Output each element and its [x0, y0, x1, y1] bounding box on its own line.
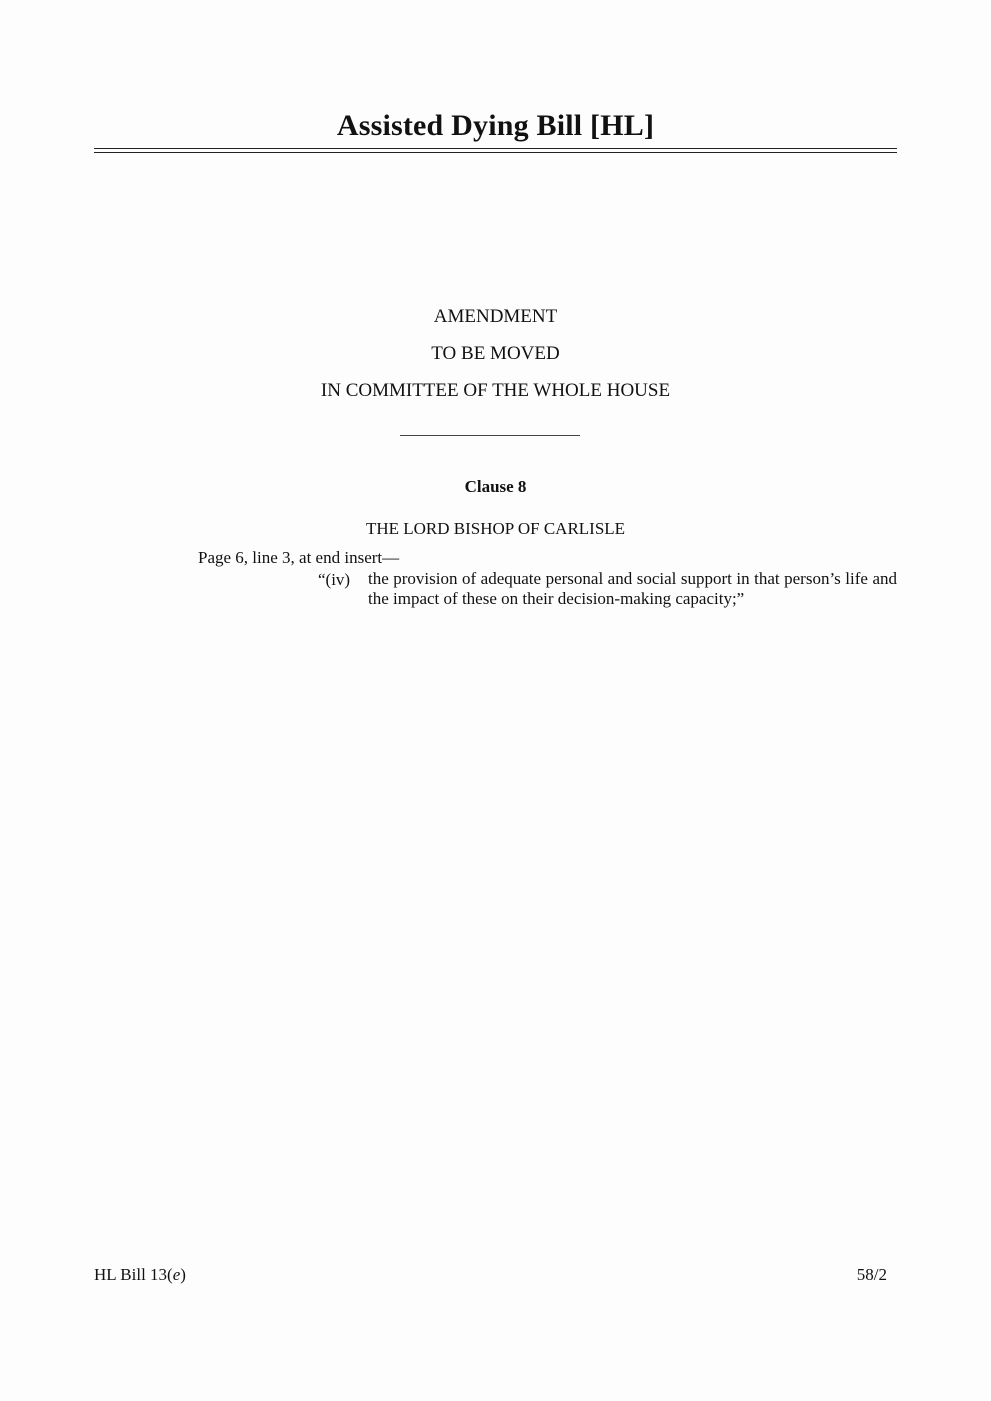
amendment-instruction: Page 6, line 3, at end insert—	[198, 548, 400, 567]
page-reference: 58/2	[856, 1265, 887, 1284]
title-rule-upper	[94, 148, 897, 149]
bill-reference-prefix: HL Bill 13(	[94, 1265, 173, 1284]
page-title: Assisted Dying Bill [HL]	[336, 109, 655, 142]
amendment-mover: THE LORD BISHOP OF CARLISLE	[365, 519, 626, 538]
amendment-heading-line-3: IN COMMITTEE OF THE WHOLE HOUSE	[320, 380, 671, 401]
inserted-paragraph-number: “(iv)	[318, 570, 351, 589]
amendment-heading-line-2: TO BE MOVED	[431, 343, 560, 364]
clause-heading: Clause 8	[464, 477, 527, 496]
bill-reference-suffix: )	[180, 1265, 186, 1284]
bill-reference-print-letter: e	[172, 1265, 181, 1284]
section-divider	[400, 435, 580, 436]
amendment-heading-line-1: AMENDMENT	[433, 306, 558, 327]
title-rule-lower	[94, 152, 897, 153]
inserted-paragraph-text: the provision of adequate personal and social support in that person’s life and the impact of these on their decision-making capacity;”	[368, 569, 897, 608]
bill-reference	[94, 1264, 186, 1286]
